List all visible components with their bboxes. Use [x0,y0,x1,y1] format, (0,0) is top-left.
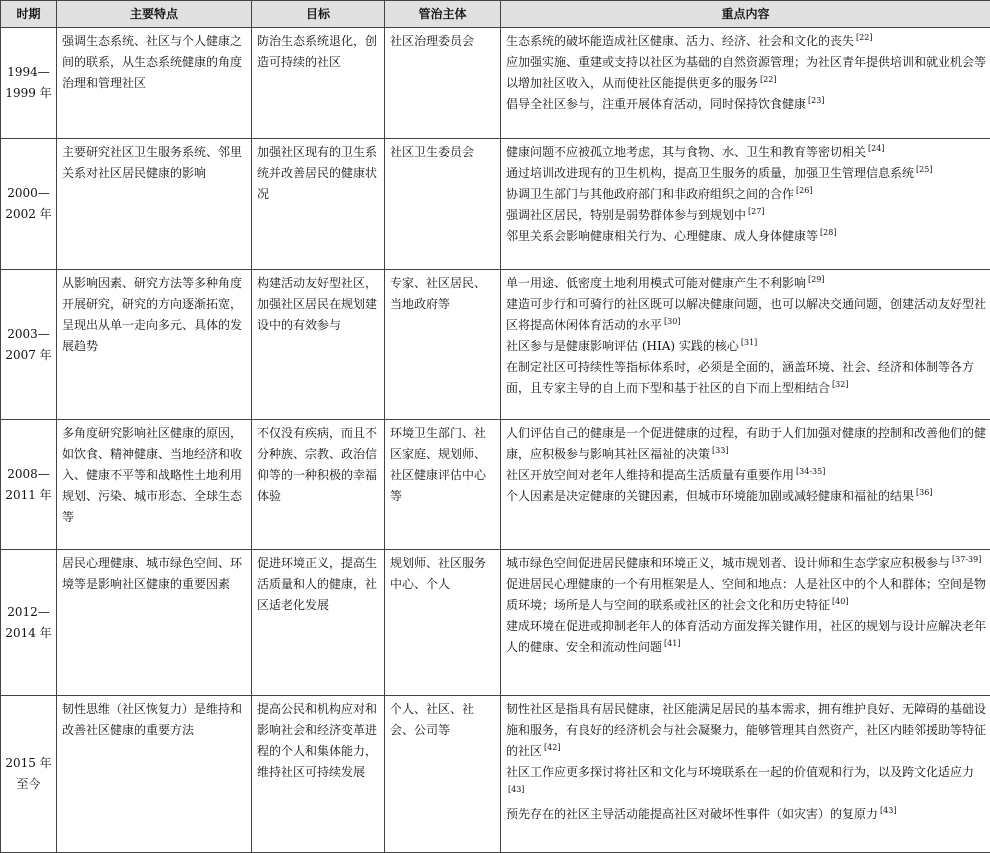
goal-cell: 提高公民和机构应对和影响社会和经济变革进程的个人和集体能力，维持社区可持续发展 [252,696,385,853]
content-item: 社区开放空间对老年人维持和提高生活质量有重要作用 [34-35] [506,465,986,486]
citation: [41] [664,639,680,648]
citation: [34-35] [796,467,825,476]
citation: [28] [820,228,836,237]
content-item: 预先存在的社区主导活动能提高社区对破坏性事件（如灾害）的复原力 [43] [506,804,986,825]
actor-cell: 专家、社区居民、当地政府等 [385,270,501,420]
citation: [31] [741,338,757,347]
content-item: 生态系统的破坏能造成社区健康、活力、经济、社会和文化的丧失 [22] [506,31,986,52]
table-row [1,139,990,270]
citation: [23] [808,96,824,105]
citation: [24] [868,144,884,153]
goal-cell: 构建活动友好型社区，加强社区居民在规划建设中的有效参与 [252,270,385,420]
content-item: 韧性社区是指具有居民健康，社区能满足居民的基本需求，拥有维护良好、无障碍的基础设施和服务，有良好的经济机会与社会凝聚力，能够管理其自然资产，社区内睦邻援助等特征的社区 [42] [506,699,986,762]
content-item: 应加强实施、重建或支持以社区为基础的自然资源管理；为社区青年提供培训和就业机会等以增加社区收入，从而使社区能提供更多的服务 [22] [506,52,986,94]
content-cell [501,139,990,270]
citation: [26] [796,186,812,195]
content-item: 个人因素是决定健康的关键因素，但城市环境能加剧或减轻健康和福祉的结果 [36] [506,486,986,507]
content-item: 健康问题不应被孤立地考虑，其与食物、水、卫生和教育等密切相关 [24] [506,142,986,163]
content-item: 在制定社区可持续性等指标体系时，必须是全面的，涵盖环境、社会、经济和体制等各方面，且专家主导的自上而下型和基于社区的自下而上型相结合 [32] [506,357,986,399]
citation: [25] [916,165,932,174]
header-actor: 管治主体 [385,1,501,28]
actor-cell: 社区卫生委员会 [385,139,501,270]
table-row [1,270,990,420]
content-cell [501,696,990,853]
content-item: 城市绿色空间促进居民健康和环境正义，城市规划者、设计师和生态学家应积极参与 [37-39] [506,553,986,574]
content-item: 社区参与是健康影响评估 (HIA) 实践的核心 [31] [506,336,986,357]
content-item: 邻里关系会影响健康相关行为、心理健康、成人身体健康等 [28] [506,226,986,247]
period-cell: 2008—2011 年 [1,420,57,550]
content-item: 社区工作应更多探讨将社区和文化与环境联系在一起的价值观和行为，以及跨文化适应力[43] [506,762,986,804]
header-period: 时期 [1,1,57,28]
period-cell: 1994—1999 年 [1,28,57,139]
citation: [32] [832,380,848,389]
content-cell [501,270,990,420]
content-item: 协调卫生部门与其他政府部门和非政府组织之间的合作 [26] [506,184,986,205]
features-cell: 韧性思维（社区恢复力）是维持和改善社区健康的重要方法 [57,696,252,853]
actor-cell: 个人、社区、社会、公司等 [385,696,501,853]
table-row [1,550,990,696]
features-cell: 居民心理健康、城市绿色空间、环境等是影响社区健康的重要因素 [57,550,252,696]
features-cell: 主要研究社区卫生服务系统、邻里关系对社区居民健康的影响 [57,139,252,270]
features-cell: 从影响因素、研究方法等多种角度开展研究，研究的方向逐渐拓宽，呈现出从单一走向多元、具体的发展趋势 [57,270,252,420]
content-cell [501,28,990,139]
content-item: 促进居民心理健康的一个有用框架是人、空间和地点：人是社区中的个人和群体；空间是物质环境；场所是人与空间的联系或社区的社会文化和历史特征 [40] [506,574,986,616]
content-cell [501,420,990,550]
goal-cell: 促进环境正义，提高生活质量和人的健康，社区适老化发展 [252,550,385,696]
period-cell: 2000—2002 年 [1,139,57,270]
header-row [1,1,990,28]
content-item: 强调社区居民，特别是弱势群体参与到规划中 [27] [506,205,986,226]
citation: [33] [712,446,728,455]
citation: [40] [832,597,848,606]
content-item: 单一用途、低密度土地利用模式可能对健康产生不利影响 [29] [506,273,986,294]
citation: [43] [880,806,896,815]
table-row [1,696,990,853]
citation: [42] [544,743,560,752]
goal-cell: 加强社区现有的卫生系统并改善居民的健康状况 [252,139,385,270]
actor-cell: 环境卫生部门、社区家庭、规划师、社区健康评估中心等 [385,420,501,550]
citation: [43] [508,785,524,794]
citation: [29] [808,275,824,284]
citation: [27] [748,207,764,216]
features-cell: 多角度研究影响社区健康的原因，如饮食、精神健康、当地经济和收入、健康不平等和战略性土地利用规划、污染、城市形态、全球生态等 [57,420,252,550]
features-cell: 强调生态系统、社区与个人健康之间的联系，从生态系统健康的角度治理和管理社区 [57,28,252,139]
content-item: 人们评估自己的健康是一个促进健康的过程，有助于人们加强对健康的控制和改善他们的健康，应积极参与影响其社区福祉的决策 [33] [506,423,986,465]
citation: [22] [856,33,872,42]
header-content: 重点内容 [501,1,990,28]
content-item: 倡导全社区参与，注重开展体育活动，同时保持饮食健康 [23] [506,94,986,115]
period-cell: 2015 年至今 [1,696,57,853]
content-item: 建成环境在促进或抑制老年人的体育活动方面发挥关键作用，社区的规划与设计应解决老年人的健康、安全和流动性问题 [41] [506,616,986,658]
goal-cell: 不仅没有疾病，而且不分种族、宗教、政治信仰等的一种积极的幸福体验 [252,420,385,550]
actor-cell: 规划师、社区服务中心、个人 [385,550,501,696]
citation: [30] [664,317,680,326]
citation: [37-39] [952,555,981,564]
citation: [36] [916,488,932,497]
header-features: 主要特点 [57,1,252,28]
period-cell: 2012—2014 年 [1,550,57,696]
content-item: 建造可步行和可骑行的社区既可以解决健康问题，也可以解决交通问题，创建活动友好型社区将提高休闲体育活动的水平 [30] [506,294,986,336]
header-goal: 目标 [252,1,385,28]
table-row [1,420,990,550]
period-cell: 2003—2007 年 [1,270,57,420]
content-item: 通过培训改进现有的卫生机构，提高卫生服务的质量，加强卫生管理信息系统 [25] [506,163,986,184]
actor-cell: 社区治理委员会 [385,28,501,139]
content-cell [501,550,990,696]
table-row [1,28,990,139]
goal-cell: 防治生态系统退化，创造可持续的社区 [252,28,385,139]
citation: [22] [760,75,776,84]
